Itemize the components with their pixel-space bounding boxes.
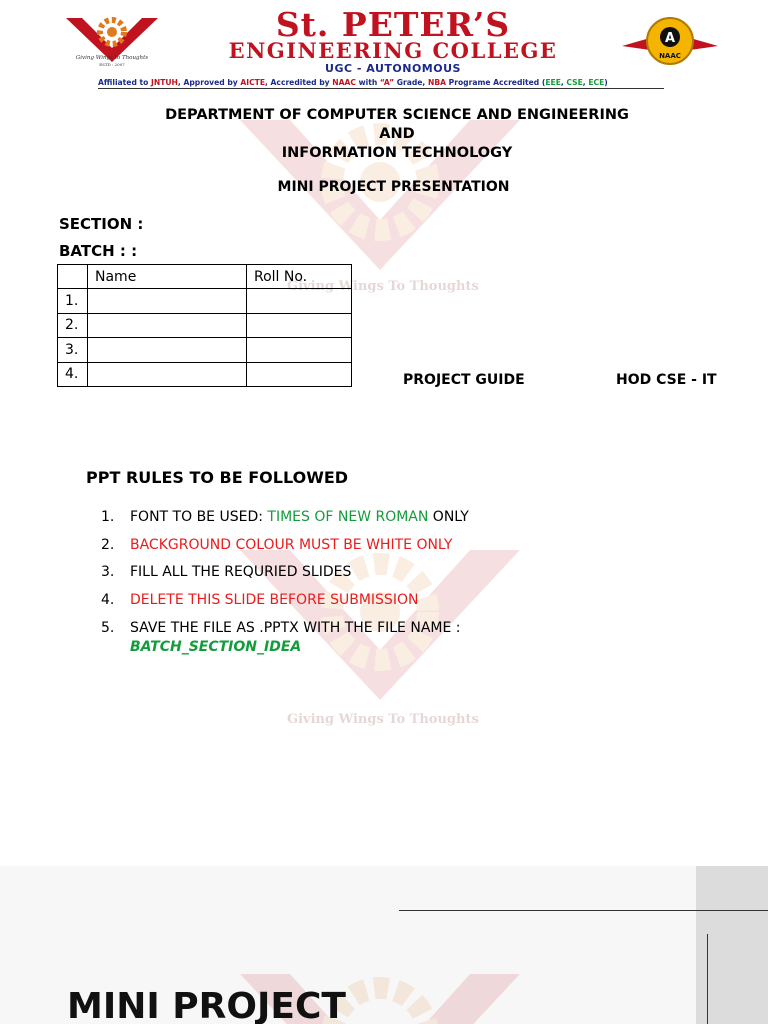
- table-cell: 2.: [58, 313, 88, 337]
- hod-label: HOD CSE - IT: [616, 372, 717, 388]
- table-cell: [88, 289, 247, 313]
- table-header-cell: Roll No.: [247, 265, 352, 289]
- watermark-text: Giving Wings To Thoughts: [287, 712, 479, 727]
- table-row: [58, 313, 352, 337]
- logo-estd: ESTD : 2007: [99, 62, 125, 67]
- logo-caption: Giving Wings to Thoughts: [75, 55, 149, 61]
- affiliation-line: Affiliated to JNTUH, Approved by AICTE, Accredited by NAAC with “A” Grade, NBA Programe Accredited (EEE, CSE, ECE): [98, 78, 664, 89]
- table-row: [58, 289, 352, 313]
- vertical-divider: [707, 934, 708, 1024]
- table-row: [58, 362, 352, 386]
- table-cell: [247, 313, 352, 337]
- table-cell: [247, 362, 352, 386]
- presentation-title: MINI PROJECT PRESENTATION: [277, 179, 510, 195]
- rule-item: 5. SAVE THE FILE AS .PPTX WITH THE FILE NAME :: [101, 620, 461, 636]
- table-cell: [247, 338, 352, 362]
- naac-badge-icon: [620, 16, 720, 66]
- table-header-row: [58, 265, 352, 289]
- table-row: [58, 338, 352, 362]
- section-label: SECTION :: [59, 215, 144, 233]
- table-cell: 3.: [58, 338, 88, 362]
- table-header-cell: Name: [88, 265, 247, 289]
- next-slide: [0, 866, 768, 1024]
- project-guide-label: PROJECT GUIDE: [403, 372, 525, 388]
- table-cell: [88, 338, 247, 362]
- rule-item: 2. BACKGROUND COLOUR MUST BE WHITE ONLY: [101, 537, 453, 553]
- naac-label: NAAC: [659, 52, 681, 60]
- table-cell: [88, 313, 247, 337]
- rule-item: 3. FILL ALL THE REQURIED SLIDES: [101, 564, 352, 580]
- rules-heading: PPT RULES TO BE FOLLOWED: [86, 468, 349, 487]
- department-it: INFORMATION TECHNOLOGY: [281, 145, 513, 161]
- table-header-cell: [58, 265, 88, 289]
- table-cell: 4.: [58, 362, 88, 386]
- rule-item: 1. FONT TO BE USED: TIMES OF NEW ROMAN ONLY: [101, 509, 469, 525]
- table-cell: [247, 289, 352, 313]
- table-cell: 1.: [58, 289, 88, 313]
- batch-members-table: [57, 264, 352, 387]
- department-name: DEPARTMENT OF COMPUTER SCIENCE AND ENGINEERING: [165, 107, 629, 123]
- college-name: St. PETER’S: [275, 5, 511, 44]
- watermark-text: Giving Wings To Thoughts: [287, 279, 479, 294]
- college-name-line2: ENGINEERING COLLEGE: [228, 38, 558, 63]
- rule-item: 4. DELETE THIS SLIDE BEFORE SUBMISSION: [101, 592, 419, 608]
- next-slide-title: MINI PROJECT: [67, 986, 346, 1024]
- divider-line: [399, 910, 768, 911]
- watermark-gear-logo: [240, 120, 520, 280]
- file-name-format: BATCH_SECTION_IDEA: [130, 639, 302, 655]
- table-cell: [88, 362, 247, 386]
- batch-label: BATCH : :: [59, 242, 138, 260]
- college-subtitle: UGC - AUTONOMOUS: [325, 62, 461, 75]
- department-and: AND: [379, 126, 415, 142]
- naac-grade-letter: A: [664, 31, 676, 46]
